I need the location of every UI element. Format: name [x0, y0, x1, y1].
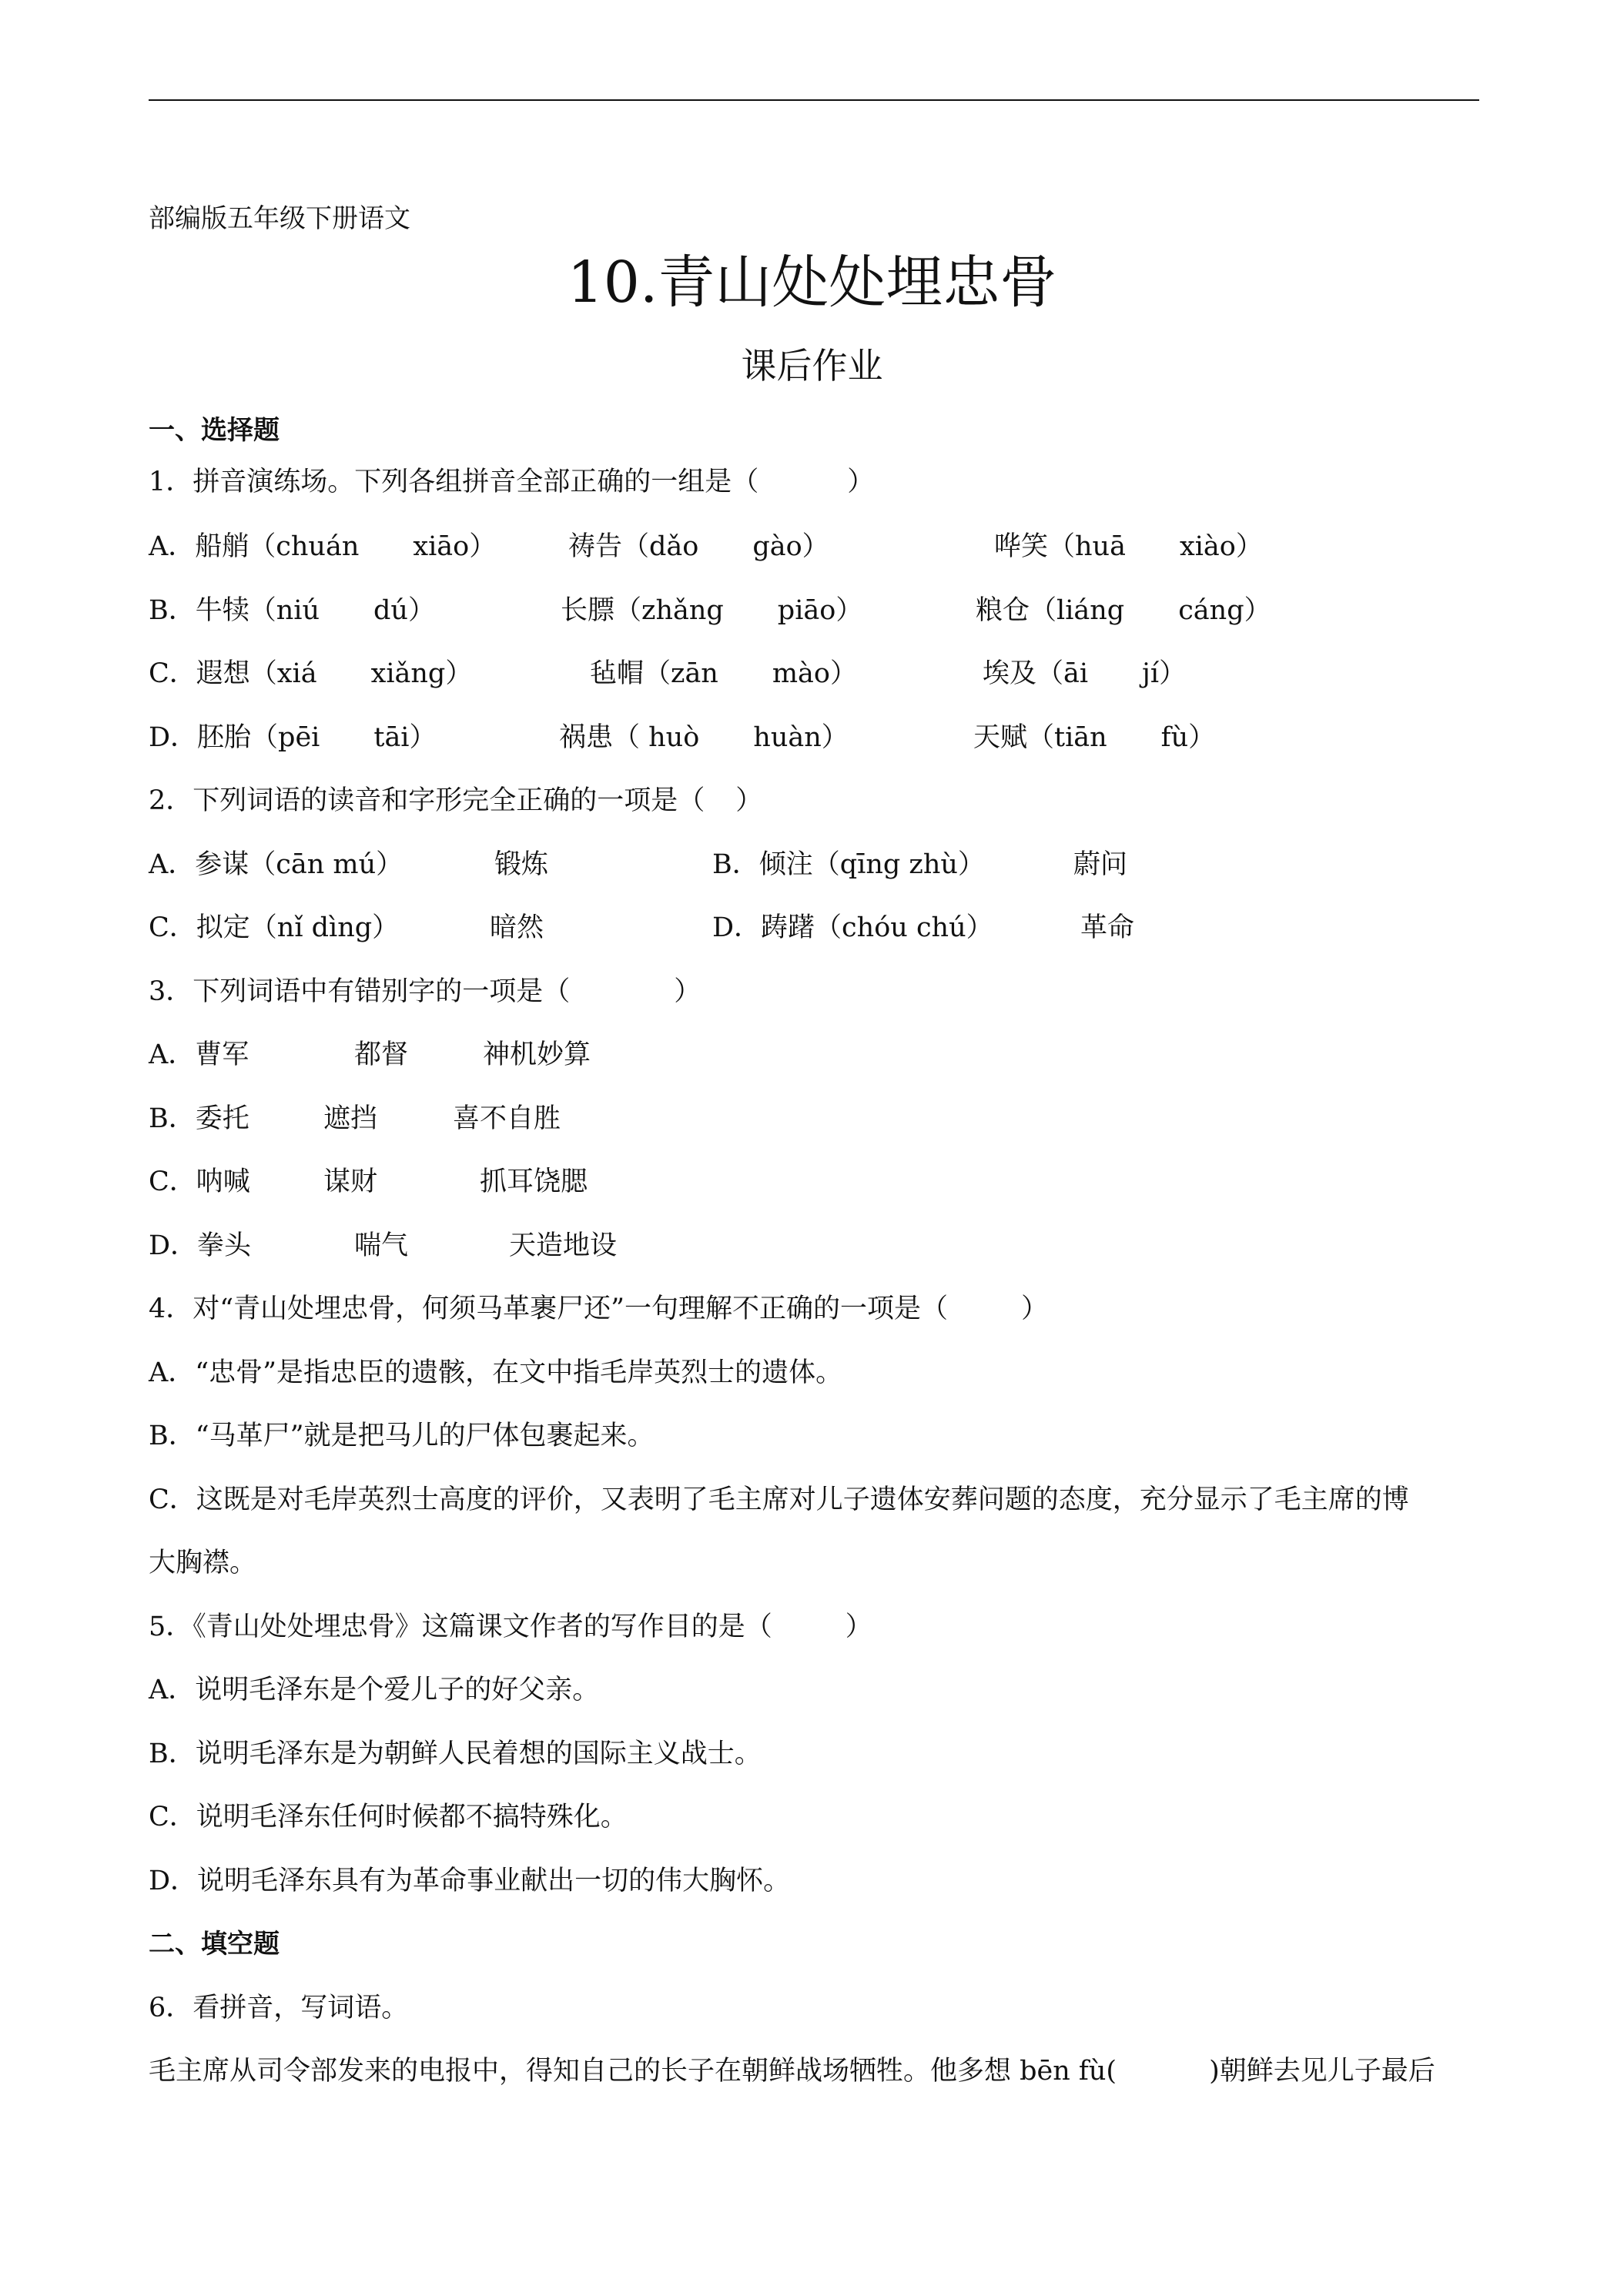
q5-option-b: B．说明毛泽东是为朝鲜人民着想的国际主义战士。	[149, 1739, 762, 1769]
q5-option-d: D．说明毛泽东具有为革命事业献出一切的伟大胸怀。	[149, 1866, 791, 1896]
bracket-close: ）	[847, 467, 875, 497]
q1-option-a-1: A．船艄（chuán xiāo）	[149, 531, 497, 562]
q5-option-c: C．说明毛泽东任何时候都不搞特殊化。	[149, 1802, 628, 1832]
q1-option-c-1: C．遐想（xiá xiǎng）	[149, 658, 473, 689]
q3-option-b-3: 喜不自胜	[453, 1103, 561, 1134]
q3-option-d-2: 喘气	[354, 1230, 409, 1261]
q3-option-a-1: A．曹军	[149, 1039, 249, 1070]
q1-option-d-1: D．胚胎（pēi tāi）	[149, 722, 437, 753]
question-4-stem	[149, 1292, 1048, 1326]
question-5-stem	[149, 1610, 872, 1644]
bracket-close: ）	[674, 976, 702, 1007]
header-rule	[149, 99, 1479, 101]
q3-option-d-3: 天造地设	[509, 1230, 618, 1261]
q3-option-c-3: 抓耳饶腮	[480, 1166, 588, 1197]
q1-option-d-2: 祸患（ huò huàn）	[559, 722, 849, 753]
q3-option-a-2: 都督	[354, 1039, 409, 1070]
q1-option-a-2: 祷告（dǎo gào）	[568, 531, 829, 562]
q1-option-d-3: 天赋（tiān fù）	[973, 722, 1216, 753]
q3-option-b-1: B．委托	[149, 1103, 249, 1134]
question-1-stem	[149, 465, 874, 499]
q4-option-b: B．“马革尸”就是把马儿的尸体包裹起来。	[149, 1421, 655, 1451]
q2-option-d-word: 革命	[1080, 912, 1135, 943]
question-2-stem	[149, 784, 762, 818]
q3-option-b-2: 遮挡	[323, 1103, 378, 1134]
passage-start: 毛主席从司令部发来的电报中，得知自己的长子在朝鲜战场牺牲。他多想 bēn fù(	[149, 2056, 1117, 2087]
q4-option-a: A．“忠骨”是指忠臣的遗骸，在文中指毛岸英烈士的遗体。	[149, 1357, 843, 1388]
q1-option-b-1: B．牛犊（niú dú）	[149, 595, 435, 626]
q2-option-a: A．参谋（cān mú）	[149, 849, 403, 880]
q3-option-d-1: D．拳头	[149, 1230, 252, 1261]
question-3-stem	[149, 975, 701, 1009]
q2-option-c-word: 暗然	[490, 912, 544, 943]
page-title: 10.青山处处埋忠骨	[567, 249, 1057, 316]
subject-label: 部编版五年级下册语文	[149, 203, 410, 234]
q2-option-b-word: 蔚问	[1073, 849, 1128, 880]
question-4-text: 4．对“青山处埋忠骨，何须马革裹尸还”一句理解不正确的一项是（	[149, 1294, 949, 1324]
q4-option-c-line2: 大胸襟。	[149, 1548, 257, 1578]
bracket-close: ）	[845, 1612, 872, 1642]
question-1-text: 1．拼音演练场。下列各组拼音全部正确的一组是（	[149, 467, 759, 497]
question-6-passage	[149, 2054, 1435, 2088]
q1-option-c-2: 毡帽（zān mào）	[590, 658, 857, 689]
q3-option-c-1: C．呐喊	[149, 1166, 250, 1197]
bracket-close: ）	[735, 785, 763, 816]
q2-option-c: C．拟定（nǐ dìng）	[149, 912, 400, 943]
q3-option-a-3: 神机妙算	[483, 1039, 591, 1070]
q1-option-c-3: 埃及（āi jí）	[983, 658, 1187, 689]
section-heading-fill: 二、填空题	[149, 1929, 280, 1960]
question-6-stem: 6．看拼音，写词语。	[149, 1993, 409, 2023]
q2-option-d: D．踌躇（chóu chú）	[712, 912, 993, 943]
q2-option-b: B．倾注（qīng zhù）	[712, 849, 985, 880]
q3-option-c-2: 谋财	[323, 1166, 378, 1197]
page-subtitle: 课后作业	[741, 345, 883, 387]
question-2-text: 2．下列词语的读音和字形完全正确的一项是（	[149, 785, 705, 816]
passage-end: )朝鲜去见儿子最后	[1209, 2056, 1435, 2087]
q1-option-a-3: 哗笑（huā xiào）	[994, 531, 1263, 562]
section-heading-choice: 一、选择题	[149, 415, 280, 446]
bracket-close: ）	[1021, 1294, 1049, 1324]
question-3-text: 3．下列词语中有错别字的一项是（	[149, 976, 571, 1007]
q2-option-a-word: 锻炼	[494, 849, 549, 880]
q1-option-b-3: 粮仓（liáng cáng）	[976, 595, 1271, 626]
question-5-text: 5．《青山处处埋忠骨》这篇课文作者的写作目的是（	[149, 1612, 772, 1642]
q1-option-b-2: 长膘（zhǎng piāo）	[561, 595, 863, 626]
q4-option-c-line1: C．这既是对毛岸英烈士高度的评价，又表明了毛主席对儿子遗体安葬问题的态度，充分显示了毛主席的博	[149, 1484, 1409, 1515]
q5-option-a: A．说明毛泽东是个爱儿子的好父亲。	[149, 1675, 600, 1705]
